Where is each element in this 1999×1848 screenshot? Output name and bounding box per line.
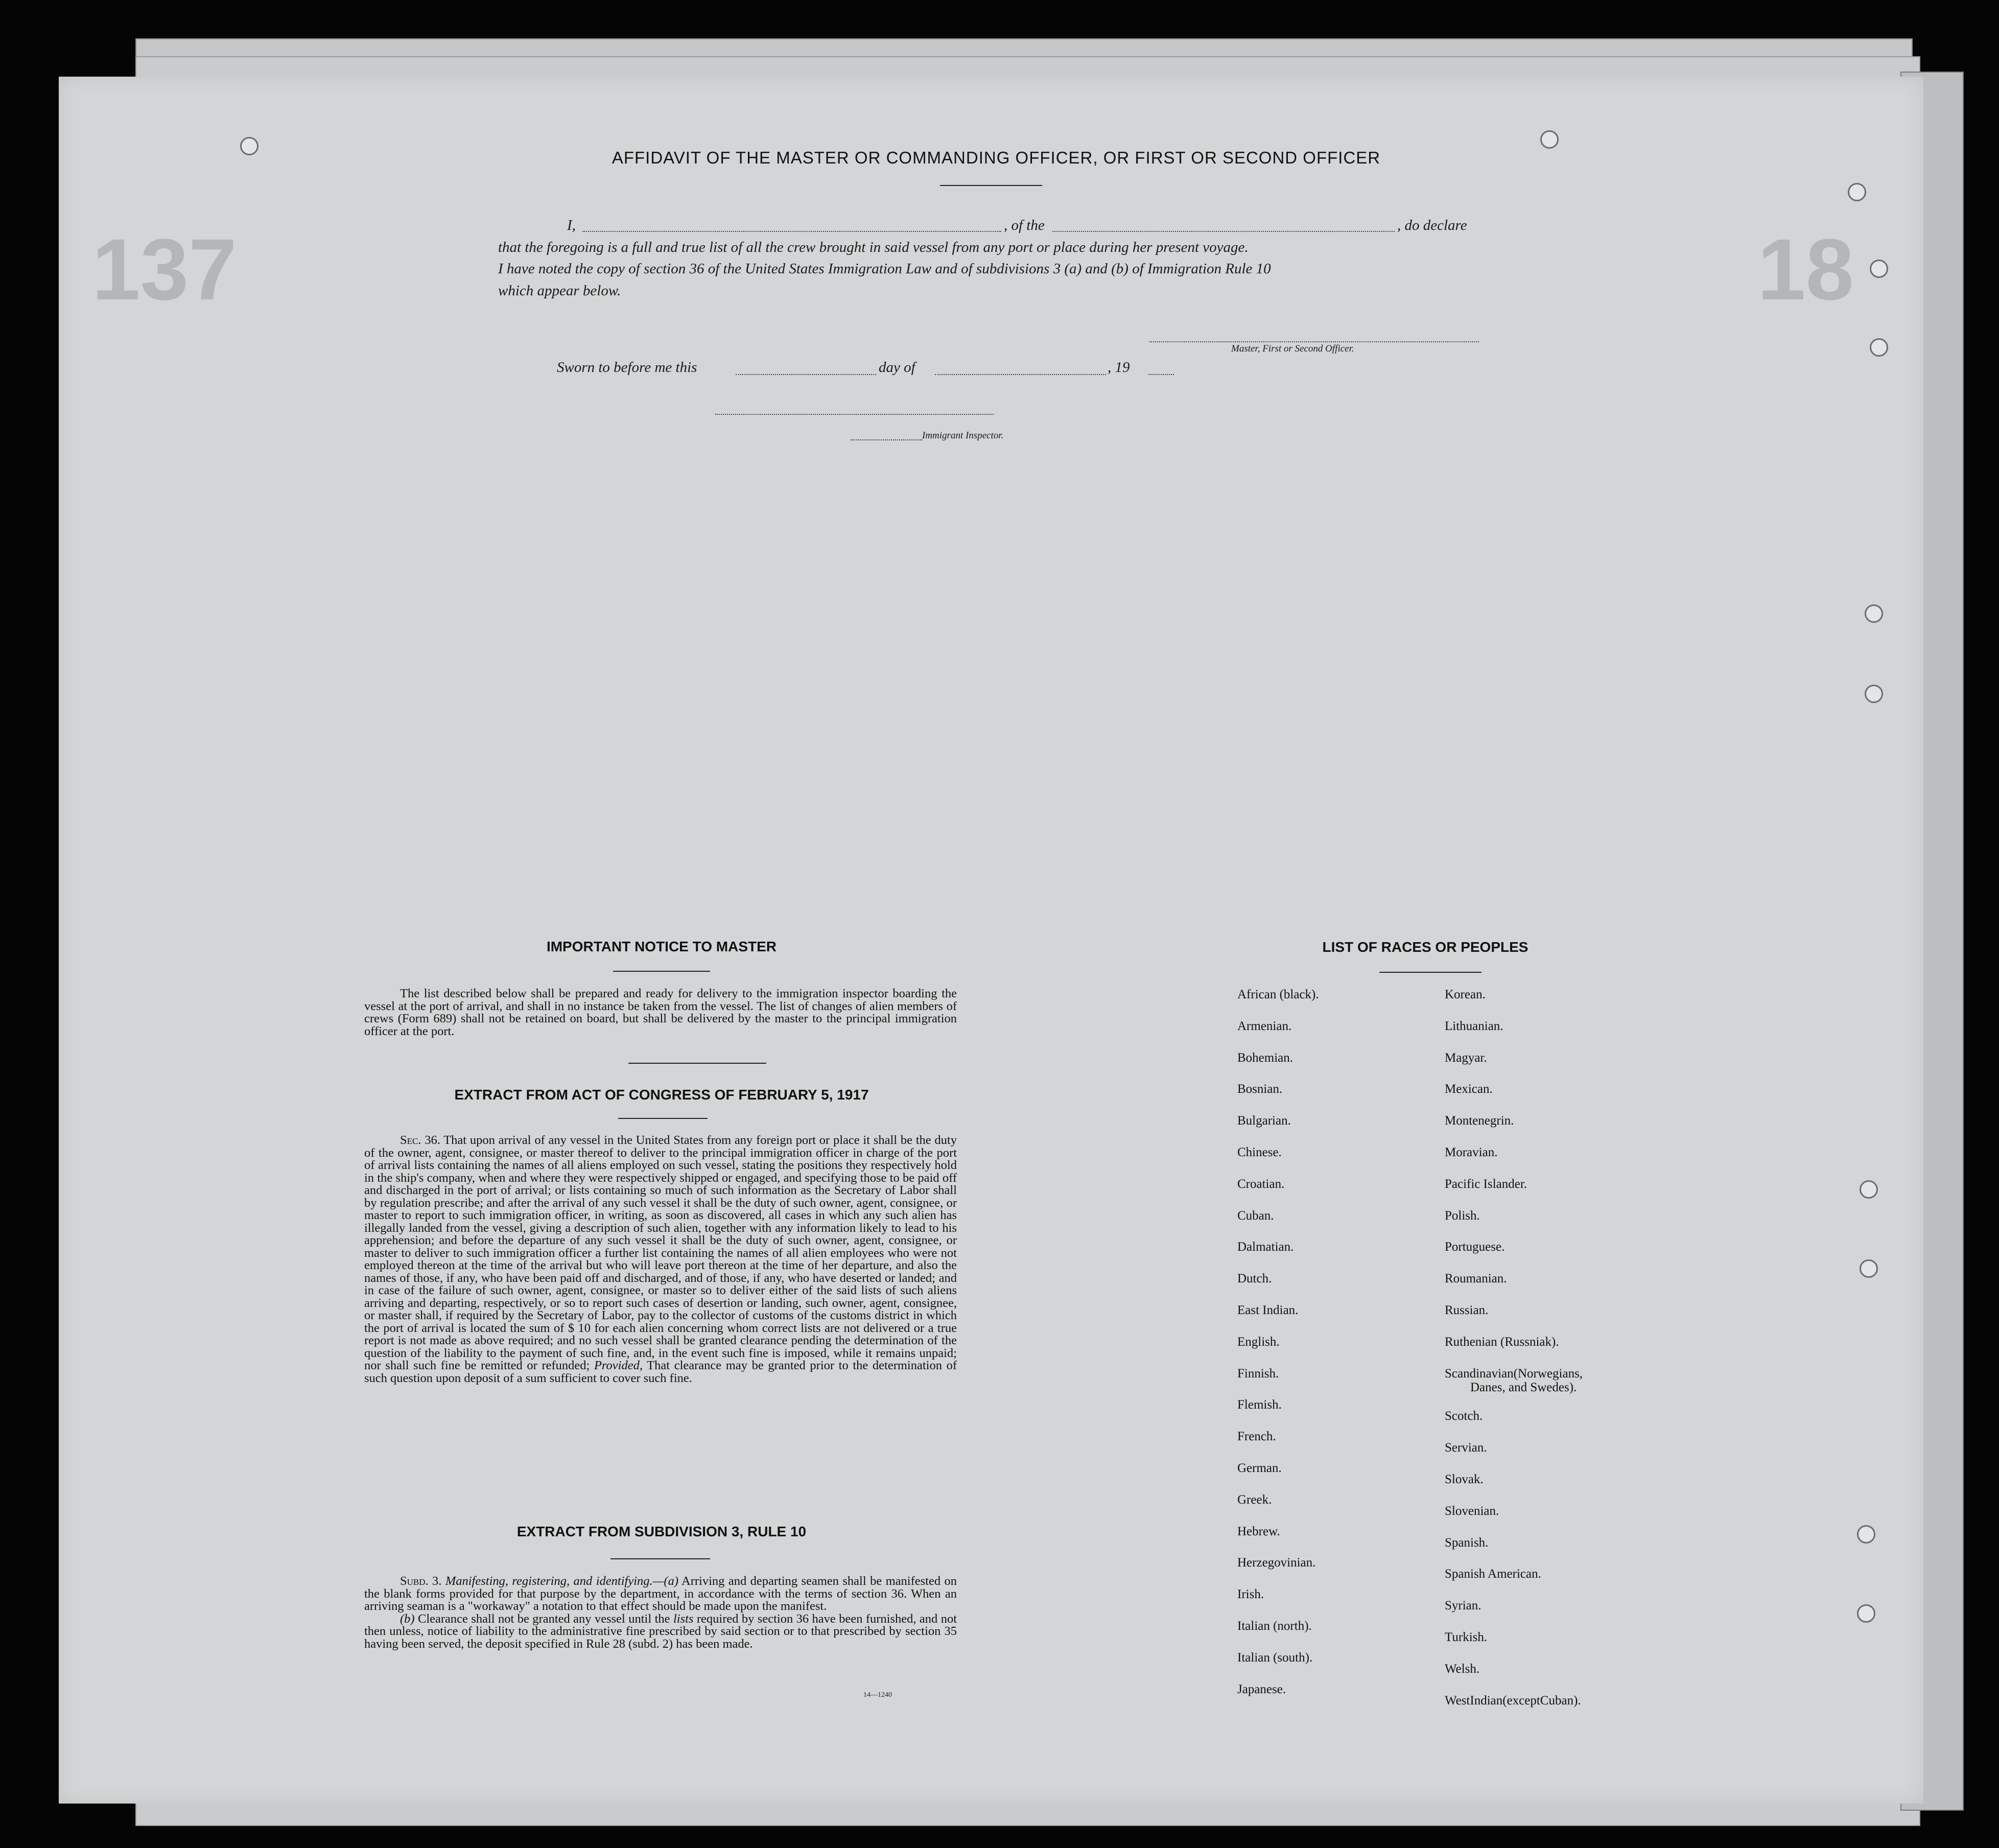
race-item: Moravian. bbox=[1445, 1145, 1498, 1159]
form-number: 14—1240 bbox=[863, 1691, 892, 1699]
race-item: Croatian. bbox=[1237, 1177, 1285, 1191]
bleed-through-number: 137 bbox=[92, 221, 237, 318]
punch-hole bbox=[1857, 1525, 1875, 1543]
race-item: Portuguese. bbox=[1445, 1240, 1505, 1254]
rule-title-underline bbox=[610, 1558, 710, 1559]
act-extract-title: EXTRACT FROM ACT OF CONGRESS OF FEBRUARY 5, 1917 bbox=[454, 1087, 869, 1103]
race-item: French. bbox=[1237, 1430, 1276, 1444]
section-36-text: That upon arrival of any vessel in the United States from any foreign port or place it shall be the duty of the owner, agent, consignee, or master thereof to deliver to the principal immigration officer in charge of the port of arrival lists containing the names of all aliens employed on such vessel, stating the positions they respectively hold in the ship's company, when and where they were respectively shipped or engaged, and specifying those to be paid off and discharged in the port of arrival; or lists containing so much of such information as the Secretary of Labor shall by regulation prescribe; and after the arrival of any such vessel it shall be the duty of such owner, agent, consignee, or master to report to such immigration officer, in writing, as soon as discovered, all cases in which any such alien has illegally landed from the vessel, giving a description of such alien, together with any information likely to lead to his apprehension; and before the departure of any such vessel it shall be the duty of such owner, agent, consignee, or master to deliver to such immigration officer a further list containing the names of all alien employees who were not employed thereon at the time of the arrival but who will leave port thereon at the time of her departure, and also the names of those, if any, who have been paid off and discharged, and of those, if any, who have deserted or landed; and in case of the failure of such owner, agent, consignee, or master so to deliver either of the said lists of such aliens arriving and departing, respectively, or so to report such cases of desertion or landing, such owner, agent, consignee, or master shall, if required by the Secretary of Labor, pay to the collector of customs of the customs district in which the port of arrival is located the sum of $ 10 for each alien concerning whom correct lists are not delivered or a true report is not made as above required; and no such vessel shall be granted clearance pending the determination of the question of the liability to the payment of such fine, and, in the event such fine is imposed, while it remains unpaid; nor shall such fine be remitted or refunded; bbox=[364, 1133, 957, 1372]
race-item: Lithuanian. bbox=[1445, 1019, 1503, 1033]
inspector-short-line bbox=[851, 439, 922, 440]
race-item: Roumanian. bbox=[1445, 1272, 1507, 1286]
races-title: LIST OF RACES OR PEOPLES bbox=[1322, 939, 1528, 955]
notice-title-underline bbox=[613, 971, 710, 972]
act-title-underline bbox=[618, 1118, 708, 1119]
subdivision-heading: Manifesting, registering, and identifying.—(a) bbox=[445, 1574, 678, 1588]
race-item: Danes, and Swedes). bbox=[1470, 1380, 1577, 1394]
race-item: Slovak. bbox=[1445, 1472, 1484, 1486]
provided-text: That clearance may be granted prior to the determination of such question upon deposit of a sum sufficient to cover such fine. bbox=[364, 1359, 957, 1385]
race-item: Russian. bbox=[1445, 1303, 1489, 1317]
sworn-day-blank[interactable] bbox=[736, 374, 876, 375]
race-item: Welsh. bbox=[1445, 1662, 1480, 1676]
race-item: German. bbox=[1237, 1461, 1282, 1475]
sworn-month-blank[interactable] bbox=[935, 374, 1106, 375]
race-item: East Indian. bbox=[1237, 1303, 1299, 1317]
affidavit-line-2: that the foregoing is a full and true list of all the crew brought in said vessel from any port or place during her present voyage. bbox=[498, 239, 1249, 255]
race-item: Bohemian. bbox=[1237, 1050, 1294, 1065]
affidavit-of-the: , of the bbox=[1004, 217, 1045, 233]
punch-hole bbox=[1540, 130, 1559, 149]
race-item: Dutch. bbox=[1237, 1272, 1272, 1286]
race-item: Scandinavian(Norwegians, bbox=[1445, 1366, 1583, 1381]
subdivision-label: Subd. 3. bbox=[400, 1574, 442, 1588]
race-item: Montenegrin. bbox=[1445, 1114, 1514, 1128]
race-item: Mexican. bbox=[1445, 1082, 1493, 1096]
affidavit-line-4: which appear below. bbox=[498, 283, 621, 299]
race-item: Japanese. bbox=[1237, 1682, 1286, 1696]
punch-hole bbox=[1865, 685, 1883, 703]
races-title-underline bbox=[1379, 972, 1481, 973]
race-item: Syrian. bbox=[1445, 1599, 1481, 1613]
punch-hole bbox=[1860, 1180, 1878, 1199]
race-item: Servian. bbox=[1445, 1441, 1487, 1455]
race-item: Turkish. bbox=[1445, 1630, 1488, 1644]
affidavit-title: AFFIDAVIT OF THE MASTER OR COMMANDING OFFICER, OR FIRST OR SECOND OFFICER bbox=[612, 148, 1381, 167]
master-signature-caption: Master, First or Second Officer. bbox=[1231, 343, 1354, 354]
race-item: Pacific Islander. bbox=[1445, 1177, 1527, 1191]
race-item: WestIndian(exceptCuban). bbox=[1445, 1693, 1581, 1707]
race-item: Hebrew. bbox=[1237, 1524, 1280, 1538]
punch-hole bbox=[1857, 1604, 1875, 1623]
race-item: Armenian. bbox=[1237, 1019, 1292, 1033]
sworn-label: Sworn to before me this bbox=[557, 359, 697, 376]
race-item: Bulgarian. bbox=[1237, 1114, 1291, 1128]
paragraph-a: Arriving and departing seamen shall be manifested on the blank forms provided for that purpose by the department, in accordance with the terms of section 36. When an arriving seaman is a "workaway" a notation to that effect should be made upon the manifest. bbox=[364, 1574, 957, 1613]
race-item: Ruthenian (Russniak). bbox=[1445, 1335, 1559, 1349]
bleed-through-number: 18 bbox=[1757, 221, 1854, 318]
day-of-label: day of bbox=[879, 359, 915, 376]
race-item: Cuban. bbox=[1237, 1208, 1274, 1223]
race-item: Chinese. bbox=[1237, 1145, 1282, 1159]
inspector-signature-line[interactable] bbox=[715, 414, 994, 415]
punch-hole bbox=[1860, 1259, 1878, 1278]
races-right-column bbox=[1445, 988, 1659, 1707]
race-item: Scotch. bbox=[1445, 1409, 1483, 1423]
race-item: Spanish. bbox=[1445, 1535, 1489, 1550]
paragraph-b-label: (b) bbox=[400, 1611, 415, 1626]
punch-hole bbox=[1870, 338, 1888, 357]
race-item: Korean. bbox=[1445, 988, 1486, 1001]
race-item: Italian (south). bbox=[1237, 1650, 1313, 1665]
affidavit-i: I, bbox=[567, 217, 576, 233]
race-item: Italian (north). bbox=[1237, 1619, 1312, 1633]
affidavit-line-3: I have noted the copy of section 36 of the United States Immigration Law and of subdivisions 3 (a) and (b) of Immigration Rule 10 bbox=[498, 261, 1271, 277]
race-item: Herzegovinian. bbox=[1237, 1556, 1316, 1570]
rule-extract-text bbox=[364, 1575, 957, 1650]
race-item: African (black). bbox=[1237, 988, 1319, 1001]
notice-title: IMPORTANT NOTICE TO MASTER bbox=[546, 939, 777, 954]
provided-label: Provided, bbox=[594, 1359, 643, 1372]
race-item: Bosnian. bbox=[1237, 1082, 1283, 1096]
paragraph-b-pre: Clearance shall not be granted any vessel until the bbox=[418, 1611, 670, 1626]
year-blank[interactable] bbox=[1148, 374, 1174, 375]
race-item: Slovenian. bbox=[1445, 1504, 1499, 1518]
punch-hole bbox=[1870, 260, 1888, 278]
notice-paragraph: The list described below shall be prepared and ready for delivery to the immigration inspector boarding the vessel at the port of arrival, and shall in no instance be taken from the vessel. The list of changes of alien members of crews (Form 689) shall not be retained on board, but shall be delivered by the master to the principal immigration officer at the port. bbox=[364, 987, 957, 1038]
paragraph-b-lists: lists bbox=[673, 1611, 694, 1626]
master-signature-line[interactable] bbox=[1149, 341, 1479, 342]
race-item: Irish. bbox=[1237, 1587, 1264, 1602]
year-prefix: , 19 bbox=[1108, 359, 1130, 376]
vessel-blank-line[interactable] bbox=[1052, 231, 1395, 232]
punch-hole bbox=[1848, 183, 1866, 201]
act-extract-text bbox=[364, 1134, 957, 1385]
punch-hole bbox=[240, 137, 258, 155]
race-item: Magyar. bbox=[1445, 1050, 1487, 1065]
punch-hole bbox=[1865, 604, 1883, 623]
name-blank-line[interactable] bbox=[582, 231, 1001, 232]
race-item: Flemish. bbox=[1237, 1398, 1282, 1412]
paragraph-b-post: required by section 36 have been furnished, and not then unless, notice of liability to the administrative fine prescribed by said section or to that prescribed by section 35 having been served, the deposit specified in Rule 28 (subd. 2) has been made. bbox=[364, 1611, 957, 1651]
notice-divider bbox=[628, 1063, 766, 1064]
races-left-column bbox=[1237, 988, 1411, 1703]
rule-extract-title: EXTRACT FROM SUBDIVISION 3, RULE 10 bbox=[516, 1524, 807, 1539]
race-item: Polish. bbox=[1445, 1208, 1480, 1223]
affidavit-declare: , do declare bbox=[1397, 217, 1467, 233]
notice-text bbox=[364, 988, 957, 1038]
race-item: Finnish. bbox=[1237, 1366, 1279, 1381]
race-item: Greek. bbox=[1237, 1492, 1272, 1507]
title-underline bbox=[940, 185, 1042, 186]
inspector-caption: Immigrant Inspector. bbox=[922, 430, 1004, 441]
section-label: Sec. 36. bbox=[400, 1133, 440, 1147]
race-item: Spanish American. bbox=[1445, 1567, 1541, 1581]
race-item: English. bbox=[1237, 1335, 1280, 1349]
race-item: Dalmatian. bbox=[1237, 1240, 1294, 1254]
